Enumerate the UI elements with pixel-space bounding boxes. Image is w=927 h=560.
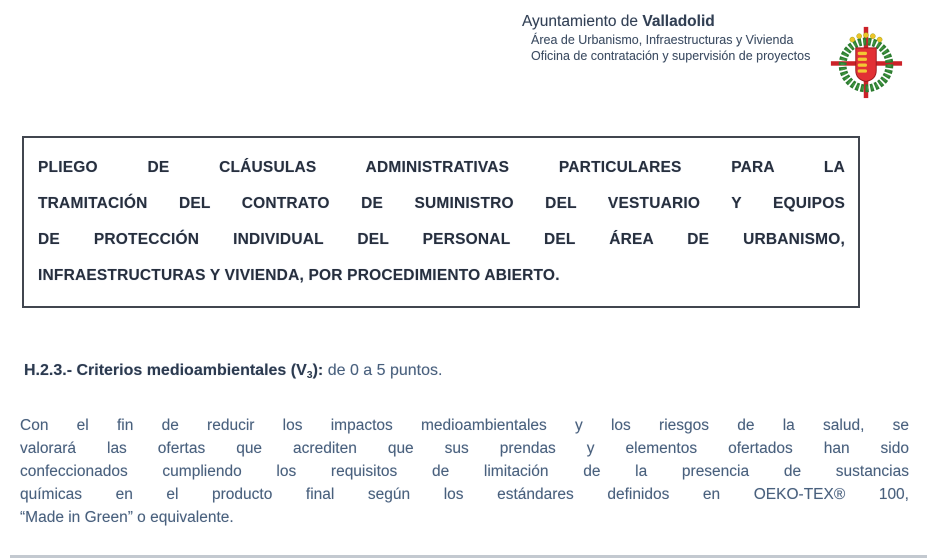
paragraph-line: Con el fin de reducir los impactos medioambientales y los riesgos de la salud, se bbox=[20, 417, 909, 434]
section-heading bbox=[24, 359, 442, 387]
title-line: TRAMITACIÓN DEL CONTRATO DE SUMINISTRO DEL VESTUARIO Y EQUIPOS bbox=[38, 195, 845, 212]
department-lines bbox=[531, 33, 816, 64]
title-line: PLIEGO DE CLÁUSULAS ADMINISTRATIVAS PARTICULARES PARA LA bbox=[38, 159, 845, 176]
paragraph-line: valorará las ofertas que acrediten que sus prendas y elementos ofertados han sido bbox=[20, 440, 909, 457]
paragraph-line: “Made in Green” o equivalente. bbox=[20, 509, 234, 526]
organization-title bbox=[522, 13, 822, 31]
title-line: DE PROTECCIÓN INDIVIDUAL DEL PERSONAL DEL ÁREA DE URBANISMO, bbox=[38, 231, 845, 248]
heading-subscript: 3 bbox=[306, 369, 313, 381]
org-prefix: Ayuntamiento de bbox=[522, 13, 643, 30]
org-name: Valladolid bbox=[642, 13, 715, 30]
heading-bold-suffix: ): bbox=[312, 362, 324, 379]
paragraph-line: químicas en el producto final según los estándares definidos en OEKO-TEX® 100, bbox=[20, 486, 909, 503]
body-paragraph bbox=[20, 414, 909, 529]
heading-points-text: de 0 a 5 puntos. bbox=[323, 362, 443, 379]
title-box bbox=[22, 136, 860, 308]
valladolid-crest-logo bbox=[827, 23, 905, 101]
title-line: INFRAESTRUCTURAS Y VIVIENDA, POR PROCEDIMIENTO ABIERTO. bbox=[38, 267, 560, 284]
dept-area-line: Área de Urbanismo, Infraestructuras y Vivienda bbox=[531, 33, 794, 47]
paragraph-line: confeccionados cumpliendo los requisitos de limitación de la presencia de sustancias bbox=[20, 463, 909, 480]
heading-bold-prefix: H.2.3.- Criterios medioambientales (V bbox=[24, 362, 307, 379]
bottom-horizontal-rule bbox=[10, 555, 927, 558]
dept-office-line: Oficina de contratación y supervisión de proyectos bbox=[531, 48, 811, 63]
letterhead bbox=[522, 13, 822, 64]
